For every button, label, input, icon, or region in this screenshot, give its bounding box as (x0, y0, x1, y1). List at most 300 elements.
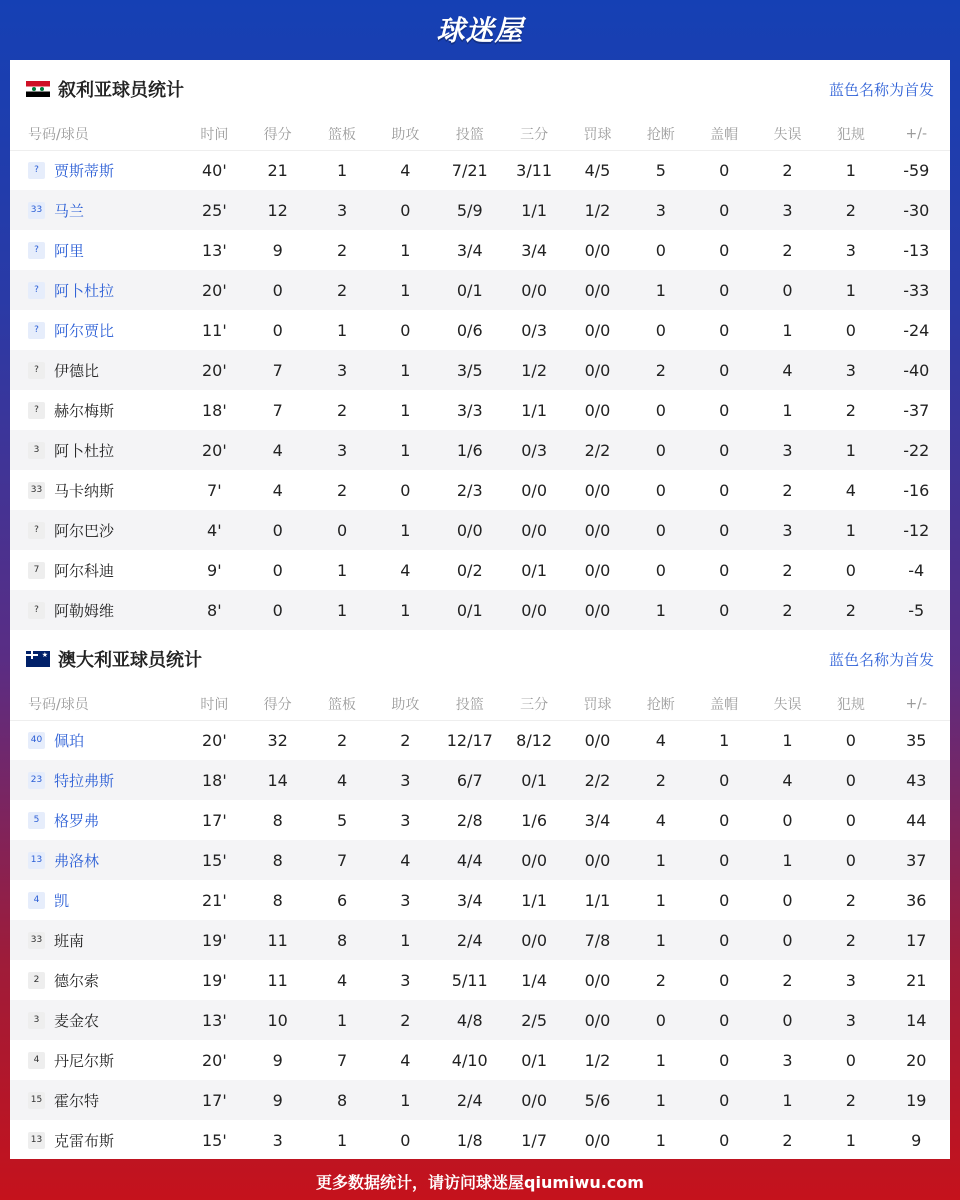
column-header[interactable]: 犯规 (819, 688, 882, 720)
stat-cell: 17 (906, 930, 927, 950)
stat-cell: 6/7 (456, 770, 483, 790)
stat-cell: 0 (845, 850, 856, 870)
stat-cell: 0/0 (584, 1130, 611, 1150)
column-header[interactable]: 犯规 (819, 118, 882, 150)
stat-cell: 9 (272, 240, 283, 260)
stat-cell: 3 (336, 360, 348, 380)
player-name-link[interactable]: 阿勒姆维 (54, 601, 115, 620)
player-name-link[interactable]: 伊德比 (54, 361, 100, 380)
stat-cell: 3 (845, 970, 856, 990)
stat-cell: 0/0 (584, 360, 611, 380)
stat-cell: 3 (400, 890, 411, 910)
stat-cell: 6 (336, 890, 348, 910)
stat-cell: 17' (201, 810, 227, 830)
stat-cell: 0 (719, 1090, 730, 1110)
stat-cell: 0/0 (584, 240, 611, 260)
jersey-number-badge: ? (28, 162, 45, 179)
stat-cell: 0/6 (456, 320, 483, 340)
brand-logo: 球迷屋 (436, 14, 524, 47)
stat-cell: 1/6 (456, 440, 483, 460)
stat-cell: 1 (655, 1090, 666, 1110)
stat-cell: 4 (845, 480, 856, 500)
stat-cell: 2 (655, 360, 666, 380)
stat-cell: 0 (719, 200, 730, 220)
player-name-link[interactable]: 阿卜杜拉 (54, 441, 115, 460)
player-name-link[interactable]: 阿里 (54, 241, 85, 260)
stat-cell: 21' (201, 890, 227, 910)
column-header[interactable]: 助攻 (374, 118, 437, 150)
column-header[interactable]: 时间 (184, 118, 245, 150)
player-name-link[interactable]: 马卡纳斯 (54, 481, 115, 500)
stat-cell: 3 (272, 1130, 283, 1150)
column-header[interactable]: 盖帽 (692, 688, 755, 720)
column-header[interactable]: 号码/球员 (10, 688, 184, 720)
stat-cell: 1 (400, 400, 411, 420)
stat-cell: 0 (719, 240, 730, 260)
stat-cell: 1 (336, 160, 348, 180)
player-stats-table (10, 688, 950, 1159)
stat-cell: 2 (400, 730, 411, 750)
stat-cell: 11' (201, 320, 227, 340)
player-row (10, 590, 950, 630)
stat-cell: 1 (845, 280, 856, 300)
stat-cell: 2 (845, 930, 856, 950)
stat-cell: 0/0 (521, 280, 547, 300)
player-row (10, 920, 950, 960)
player-name-link[interactable]: 贾斯蒂斯 (54, 161, 115, 180)
stat-cell: 0/2 (456, 560, 483, 580)
stat-cell: 4 (655, 730, 666, 750)
stat-cell: 20' (201, 360, 227, 380)
stat-cell: 13' (201, 240, 227, 260)
stat-cell: 2 (782, 1130, 793, 1150)
stat-cell: 19 (906, 1090, 927, 1110)
player-name-link[interactable]: 麦金农 (54, 1011, 100, 1030)
stat-cell: 0 (400, 480, 411, 500)
stat-cell: 20' (201, 280, 227, 300)
stat-cell: 3/4 (584, 810, 611, 830)
stat-cell: 0 (782, 930, 793, 950)
stat-cell: 0 (719, 280, 730, 300)
stat-cell: 3 (655, 200, 666, 220)
stat-cell: 1 (655, 600, 666, 620)
stat-cell: 18' (201, 770, 227, 790)
footer-link-text[interactable]: 更多数据统计，请访问球迷屋qiumiwu.com (316, 1172, 644, 1192)
column-header[interactable]: 时间 (184, 688, 245, 720)
team-section-header (10, 630, 950, 688)
column-header[interactable]: 投篮 (437, 118, 502, 150)
stat-cell: 1 (655, 850, 666, 870)
stat-cell: 5 (655, 160, 666, 180)
stat-cell: 3/4 (456, 240, 483, 260)
stat-cell: 12 (267, 200, 288, 220)
player-row (10, 880, 950, 920)
player-name-link[interactable]: 克雷布斯 (54, 1131, 115, 1150)
stat-cell: 0 (719, 1050, 730, 1070)
player-name-link[interactable]: 阿尔巴沙 (54, 521, 115, 540)
stat-cell: 0/0 (584, 1010, 611, 1030)
stat-cell: 5/11 (451, 970, 488, 990)
player-name-link[interactable]: 特拉弗斯 (54, 771, 115, 790)
column-header[interactable]: +/- (883, 118, 950, 150)
stat-cell: 1/6 (521, 810, 547, 830)
stat-cell: 2 (845, 890, 856, 910)
jersey-number-badge: 33 (28, 932, 45, 949)
player-cell (10, 800, 184, 840)
stat-cell: 17' (201, 1090, 227, 1110)
stat-cell: -12 (903, 520, 930, 540)
stat-cell: 21 (906, 970, 927, 990)
stat-cell: 1 (400, 930, 411, 950)
stat-cell: 0 (719, 320, 730, 340)
stat-cell: 3 (782, 1050, 793, 1070)
stat-cell: 7/8 (584, 930, 611, 950)
player-cell (10, 920, 184, 960)
stats-card (10, 60, 950, 1159)
player-name-link[interactable]: 班南 (54, 931, 85, 950)
stat-cell: 4 (782, 360, 793, 380)
stat-cell: 8 (336, 1090, 348, 1110)
player-row (10, 150, 950, 190)
player-name-link[interactable]: 阿尔贾比 (54, 321, 115, 340)
player-row (10, 390, 950, 430)
column-header[interactable]: 盖帽 (692, 118, 755, 150)
stat-cell: 4/8 (456, 1010, 483, 1030)
stat-cell: 2 (782, 240, 793, 260)
stat-cell: 9 (911, 1130, 922, 1150)
player-row (10, 470, 950, 510)
jersey-number-badge: ? (28, 242, 45, 259)
stat-cell: 0/0 (584, 560, 611, 580)
stat-cell: 8 (272, 850, 283, 870)
player-cell (10, 350, 184, 390)
stat-cell: 0 (845, 560, 856, 580)
stat-cell: 0 (719, 160, 730, 180)
player-cell (10, 1040, 184, 1080)
stat-cell: 9 (272, 1050, 283, 1070)
stat-cell: 1 (719, 730, 730, 750)
stat-cell: 21 (267, 160, 288, 180)
player-cell (10, 310, 184, 350)
stat-cell: 2/8 (456, 810, 483, 830)
stat-cell: 0/0 (584, 320, 611, 340)
column-header[interactable]: 得分 (245, 118, 310, 150)
stat-cell: 3/4 (521, 240, 547, 260)
stat-cell: 0 (719, 970, 730, 990)
stat-cell: 2/5 (521, 1010, 547, 1030)
stat-cell: 4/10 (451, 1050, 488, 1070)
stat-cell: 0/1 (456, 600, 483, 620)
stat-cell: 0 (845, 810, 856, 830)
stat-cell: 0 (719, 1010, 730, 1030)
stat-cell: 2 (782, 480, 793, 500)
stat-cell: 2/2 (584, 770, 611, 790)
stat-cell: 0 (655, 440, 666, 460)
column-header[interactable]: 失误 (756, 688, 819, 720)
australia-flag-icon (26, 651, 50, 667)
player-row (10, 550, 950, 590)
stat-cell: -24 (903, 320, 930, 340)
player-cell (10, 230, 184, 270)
stat-cell: 0 (719, 560, 730, 580)
column-header[interactable]: 投篮 (437, 688, 502, 720)
player-row (10, 190, 950, 230)
stat-cell: 14 (906, 1010, 927, 1030)
stat-cell: 0 (400, 320, 411, 340)
column-header[interactable]: 篮板 (310, 688, 373, 720)
stat-cell: 3/5 (456, 360, 483, 380)
player-name-link[interactable]: 佩珀 (54, 731, 85, 750)
stat-cell: -33 (903, 280, 930, 300)
player-cell (10, 960, 184, 1000)
stat-cell: 43 (906, 770, 927, 790)
stat-cell: 5/9 (456, 200, 483, 220)
player-name-link[interactable]: 弗洛林 (54, 851, 100, 870)
stat-cell: 0/0 (584, 520, 611, 540)
player-name-link[interactable]: 格罗弗 (54, 811, 100, 830)
stat-cell: 0 (719, 600, 730, 620)
stat-cell: 4' (207, 520, 222, 540)
stat-cell: 0 (655, 520, 666, 540)
stat-cell: 3 (782, 200, 793, 220)
stat-cell: 8 (272, 890, 283, 910)
player-name-link[interactable]: 德尔索 (54, 971, 100, 990)
player-cell (10, 550, 184, 590)
stat-cell: 2 (336, 240, 348, 260)
stat-cell: 1 (400, 600, 411, 620)
player-row (10, 800, 950, 840)
stat-cell: 0/0 (521, 520, 547, 540)
stat-cell: 1 (336, 1130, 348, 1150)
stat-cell: 1 (845, 520, 856, 540)
player-row (10, 430, 950, 470)
stat-cell: 4 (336, 770, 348, 790)
stat-cell: 0/1 (521, 560, 547, 580)
player-name-link[interactable]: 霍尔特 (54, 1091, 100, 1110)
column-header[interactable]: 抢断 (629, 118, 692, 150)
column-header[interactable]: 抢断 (629, 688, 692, 720)
stat-cell: 2 (336, 730, 348, 750)
stat-cell: 3 (400, 810, 411, 830)
stat-cell: 0 (719, 850, 730, 870)
stat-cell: 1/2 (521, 360, 547, 380)
stat-cell: 7 (336, 1050, 348, 1070)
stat-cell: 4 (400, 160, 411, 180)
stat-cell: 4 (655, 810, 666, 830)
player-name-link[interactable]: 马兰 (54, 201, 85, 220)
player-name-link[interactable]: 阿卜杜拉 (54, 281, 115, 300)
stat-cell: 2/3 (456, 480, 483, 500)
stat-cell: 1 (845, 1130, 856, 1150)
column-header[interactable]: 助攻 (374, 688, 437, 720)
stat-cell: 1/8 (456, 1130, 483, 1150)
jersey-number-badge: 4 (28, 1052, 45, 1069)
jersey-number-badge: 33 (28, 482, 45, 499)
stat-cell: 3 (845, 1010, 856, 1030)
stat-cell: 44 (906, 810, 927, 830)
stat-cell: 1 (782, 320, 793, 340)
jersey-number-badge: 2 (28, 972, 45, 989)
stat-cell: 1 (400, 1090, 411, 1110)
column-header[interactable]: 失误 (756, 118, 819, 150)
stat-cell: 0 (272, 520, 283, 540)
stat-cell: 37 (906, 850, 927, 870)
jersey-number-badge: ? (28, 402, 45, 419)
stat-cell: -22 (903, 440, 930, 460)
stat-cell: 0/3 (521, 440, 547, 460)
stat-cell: 1/2 (584, 200, 611, 220)
stat-cell: 1 (782, 730, 793, 750)
team-section (10, 60, 950, 630)
stat-cell: 0 (782, 890, 793, 910)
stat-cell: 36 (906, 890, 927, 910)
player-row (10, 760, 950, 800)
jersey-number-badge: ? (28, 602, 45, 619)
stat-cell: 1 (400, 520, 411, 540)
player-name-link[interactable]: 阿尔科迪 (54, 561, 115, 580)
stat-cell: 2 (336, 400, 348, 420)
stat-cell: -16 (903, 480, 930, 500)
player-name-link[interactable]: 赫尔梅斯 (54, 401, 115, 420)
stat-cell: 0 (272, 280, 283, 300)
footer-banner[interactable] (0, 1162, 960, 1200)
player-row (10, 720, 950, 760)
stat-cell: 2 (845, 200, 856, 220)
stat-cell: 4 (400, 850, 411, 870)
column-header[interactable]: 三分 (502, 118, 565, 150)
stat-cell: 1 (655, 890, 666, 910)
jersey-number-badge: 4 (28, 892, 45, 909)
player-cell (10, 510, 184, 550)
stat-cell: 0/0 (584, 400, 611, 420)
stat-cell: 2/2 (584, 440, 611, 460)
stat-cell: 0/0 (456, 520, 483, 540)
player-cell (10, 150, 184, 190)
stat-cell: 2 (336, 280, 348, 300)
stat-cell: 0/0 (584, 480, 611, 500)
stat-cell: 0/0 (521, 480, 547, 500)
stat-cell: 2 (845, 1090, 856, 1110)
stat-cell: 0 (719, 770, 730, 790)
player-row (10, 1120, 950, 1159)
player-cell (10, 760, 184, 800)
stat-cell: 3/3 (456, 400, 483, 420)
player-row (10, 310, 950, 350)
stat-cell: 0 (655, 320, 666, 340)
stat-cell: 8' (207, 600, 222, 620)
stat-cell: 1 (655, 280, 666, 300)
starter-legend-note: 蓝色名称为首发 (828, 650, 934, 669)
stat-cell: 10 (267, 1010, 288, 1030)
team-section (10, 630, 950, 1159)
column-header[interactable]: 得分 (245, 688, 310, 720)
stat-cell: 12/17 (446, 730, 493, 750)
stat-cell: 0 (782, 280, 793, 300)
stat-cell: 25' (201, 200, 227, 220)
stat-cell: 0 (719, 1130, 730, 1150)
jersey-number-badge: 3 (28, 442, 45, 459)
stat-cell: 7 (272, 360, 283, 380)
player-name-link[interactable]: 丹尼尔斯 (54, 1051, 115, 1070)
stat-cell: 2 (400, 1010, 411, 1030)
stat-cell: 3 (400, 970, 411, 990)
team-section-header (10, 60, 950, 118)
stat-cell: 2/4 (456, 1090, 483, 1110)
stat-cell: 0 (719, 930, 730, 950)
stat-cell: 0 (719, 810, 730, 830)
stat-cell: 3 (845, 240, 856, 260)
teams-container (10, 60, 950, 1159)
stat-cell: 1 (400, 240, 411, 260)
column-header[interactable]: 号码/球员 (10, 118, 184, 150)
table-header-row (10, 688, 950, 720)
jersey-number-badge: 23 (28, 772, 45, 789)
stat-cell: 11 (267, 970, 288, 990)
player-row (10, 230, 950, 270)
jersey-number-badge: 13 (28, 1132, 45, 1149)
stat-cell: 0/0 (584, 730, 611, 750)
column-header[interactable]: 篮板 (310, 118, 373, 150)
player-row (10, 840, 950, 880)
stat-cell: 0/0 (521, 930, 547, 950)
stat-cell: 1 (655, 1130, 666, 1150)
player-stats-table (10, 118, 950, 630)
column-header[interactable]: 三分 (502, 688, 565, 720)
stat-cell: 0 (782, 810, 793, 830)
jersey-number-badge: 3 (28, 1012, 45, 1029)
stat-cell: 0 (272, 600, 283, 620)
stat-cell: 8 (272, 810, 283, 830)
stat-cell: 3 (782, 440, 793, 460)
stat-cell: 5/6 (584, 1090, 611, 1110)
stat-cell: 15' (201, 1130, 227, 1150)
stat-cell: 0/0 (584, 850, 611, 870)
stat-cell: 2/4 (456, 930, 483, 950)
stat-cell: 0 (719, 400, 730, 420)
stat-cell: 2 (782, 970, 793, 990)
stat-cell: 0 (719, 480, 730, 500)
stat-cell: 1/7 (521, 1130, 547, 1150)
player-row (10, 1040, 950, 1080)
stat-cell: 9 (272, 1090, 283, 1110)
player-row (10, 1080, 950, 1120)
stat-cell: 5 (336, 810, 348, 830)
player-cell (10, 1000, 184, 1040)
stat-cell: 20' (201, 730, 227, 750)
stat-cell: 0 (400, 1130, 411, 1150)
stat-cell: 1/1 (521, 400, 547, 420)
stat-cell: 0 (719, 360, 730, 380)
stat-cell: 0/1 (521, 1050, 547, 1070)
stat-cell: 0 (655, 480, 666, 500)
stat-cell: 0/3 (521, 320, 547, 340)
stat-cell: 3 (336, 200, 348, 220)
stat-cell: 7 (272, 400, 283, 420)
column-header[interactable]: 罚球 (566, 118, 629, 150)
column-header[interactable]: +/- (883, 688, 950, 720)
stat-cell: 1 (336, 320, 348, 340)
stat-cell: 9' (207, 560, 222, 580)
stat-cell: 2 (655, 970, 666, 990)
player-cell (10, 720, 184, 760)
stat-cell: 1 (655, 1050, 666, 1070)
team-title-group (26, 646, 202, 672)
column-header[interactable]: 罚球 (566, 688, 629, 720)
stat-cell: 0 (400, 200, 411, 220)
player-name-link[interactable]: 凯 (54, 891, 70, 910)
player-cell (10, 270, 184, 310)
stat-cell: -5 (908, 600, 925, 620)
